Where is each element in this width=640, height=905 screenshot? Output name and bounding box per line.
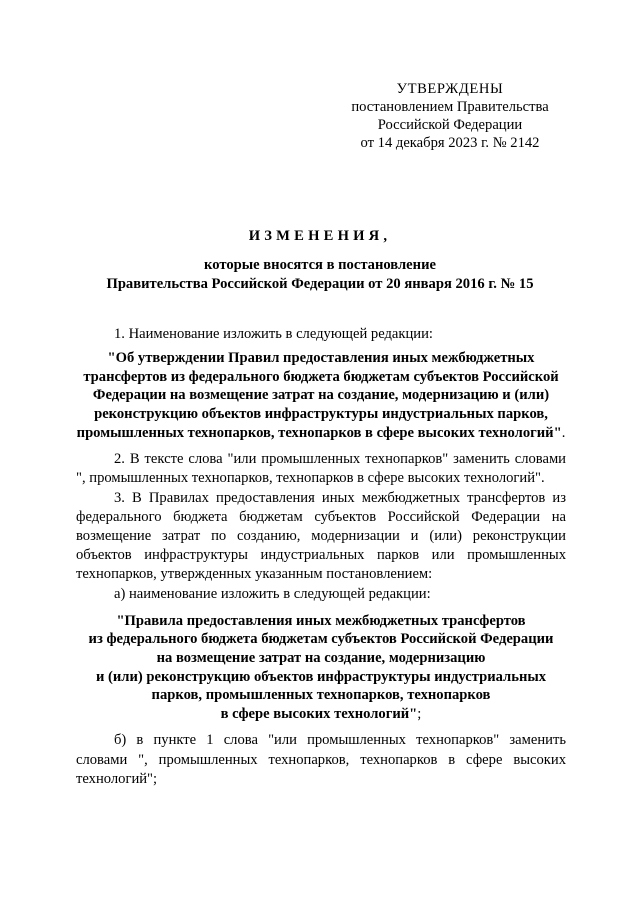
quoted-new-title-tail: .: [561, 424, 566, 441]
quoted-rules-line-1: "Правила предоставления иных межбюджетных трансфертов: [116, 612, 526, 629]
document-heading: [60, 227, 580, 294]
quoted-rules-line-6: в сфере высоких технологий": [220, 705, 418, 722]
paragraph-3: 3. В Правилах предоставления иных межбюджетных трансфертов из федерального бюджета бюджетам субъектов Российской Федерации на возмещение затрат по созданию, модернизации и (или) реконструкции объектов инфраструктуры индустриальных парков или промышленных технопарков, утвержденных указанным постановлением:: [76, 489, 566, 583]
quoted-rules-tail: ;: [417, 705, 422, 722]
quoted-rules-line-5: парков, промышленных технопарков, технопарков: [151, 687, 491, 704]
quoted-new-title-text: "Об утверждении Правил предоставления иных межбюджетных трансфертов из федерального бюджета бюджетам субъектов Российской Федерации на возмещение затрат на создание, модернизацию и (или) реконструкцию объектов инфраструктуры индустриальных парков, промышленных технопарков, технопарков в сфере высоких технологий": [76, 350, 562, 441]
quoted-rules-line-2: из федерального бюджета бюджетам субъектов Российской Федерации: [88, 631, 554, 648]
approval-line-2: Российской Федерации: [377, 117, 523, 133]
paragraph-3a: а) наименование изложить в следующей редакции:: [114, 585, 431, 602]
quoted-rules-line-4: и (или) реконструкцию объектов инфраструктуры индустриальных: [95, 668, 547, 685]
paragraph-2: 2. В тексте слова "или промышленных технопарков" заменить словами ", промышленных технопарков, технопарков в сфере высоких технологий".: [76, 451, 566, 487]
approval-line-3: от 14 декабря 2023 г. № 2142: [360, 135, 540, 151]
quoted-new-title: [76, 349, 566, 442]
paragraph-1: 1. Наименование изложить в следующей редакции:: [114, 326, 433, 342]
quoted-rules-line-3: на возмещение затрат на создание, модернизацию: [156, 649, 486, 666]
quoted-rules-title: [76, 612, 566, 724]
approval-title: УТВЕРЖДЕНЫ: [396, 81, 504, 97]
paragraph-3b: б) в пункте 1 слова "или промышленных технопарков" заменить словами ", промышленных технопарков, технопарков в сфере высоких технологий";: [76, 732, 566, 787]
heading-subtitle-2: Правительства Российской Федерации от 20 января 2016 г. № 15: [106, 276, 534, 292]
document-body: [76, 325, 566, 789]
heading-subtitle-1: которые вносятся в постановление: [204, 257, 436, 273]
approval-line-1: постановлением Правительства: [351, 99, 549, 115]
approval-stamp: [330, 80, 570, 152]
heading-main: ИЗМЕНЕНИЯ,: [248, 228, 392, 244]
